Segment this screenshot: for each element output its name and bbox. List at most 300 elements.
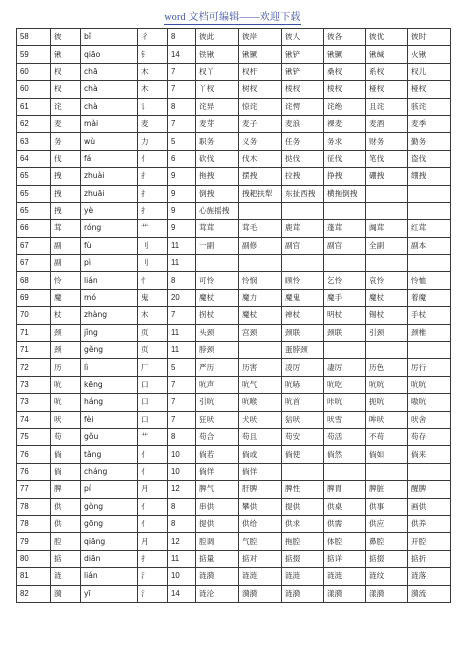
cell-word-1: 串供 [196, 498, 239, 515]
cell-stroke-count: 8 [168, 272, 196, 289]
cell-row-number: 74 [17, 411, 51, 428]
cell-radical: 钅 [138, 46, 168, 63]
cell-word-5 [366, 463, 408, 480]
cell-row-number: 62 [17, 115, 51, 132]
cell-character: 杈 [51, 63, 81, 80]
cell-character: 彼 [51, 29, 81, 46]
cell-word-3: 副官 [282, 237, 324, 254]
cell-word-6: 颈椎 [408, 324, 451, 341]
cell-word-3: 顾怜 [282, 272, 324, 289]
cell-word-5: 历色 [366, 359, 408, 376]
cell-word-3: 掂掇 [282, 550, 324, 567]
cell-word-6: 倘来 [408, 446, 451, 463]
cell-word-5: 扼吭 [366, 394, 408, 411]
cell-radical: 刂 [138, 237, 168, 254]
cell-radical: 彳 [138, 29, 168, 46]
cell-radical: 忄 [138, 272, 168, 289]
table-row [17, 376, 451, 393]
cell-pinyin: chà [81, 98, 138, 115]
table-row [17, 568, 451, 585]
cell-pinyin: gěng [81, 342, 138, 359]
cell-word-4: 挣拽 [324, 168, 366, 185]
cell-word-3: 拉拽 [282, 168, 324, 185]
cell-word-5: 桠杈 [366, 81, 408, 98]
cell-row-number: 60 [17, 81, 51, 98]
table-row [17, 220, 451, 237]
cell-stroke-count: 7 [168, 394, 196, 411]
cell-pinyin: háng [81, 394, 138, 411]
cell-character: 吭 [51, 394, 81, 411]
cell-pinyin: lián [81, 568, 138, 585]
cell-word-1: 倘佯 [196, 463, 239, 480]
cell-word-3: 凌厉 [282, 359, 324, 376]
cell-word-2: 供给 [239, 515, 282, 532]
cell-character: 拽 [51, 202, 81, 219]
table-row [17, 81, 451, 98]
table-row [17, 98, 451, 115]
cell-character: 拽 [51, 185, 81, 202]
cell-word-5: 引颈 [366, 324, 408, 341]
cell-word-4: 棱杈 [324, 81, 366, 98]
cell-pinyin: lián [81, 272, 138, 289]
table-body [17, 29, 451, 603]
cell-word-1: 涟漪 [196, 568, 239, 585]
cell-word-3: 锹铲 [282, 46, 324, 63]
cell-radical: 厂 [138, 359, 168, 376]
table-row [17, 150, 451, 167]
cell-word-3: 鹿茸 [282, 220, 324, 237]
cell-word-3 [282, 202, 324, 219]
cell-row-number: 67 [17, 237, 51, 254]
cell-stroke-count: 12 [168, 481, 196, 498]
table-row [17, 133, 451, 150]
cell-word-6: 绷拽 [408, 168, 451, 185]
table-row [17, 202, 451, 219]
cell-stroke-count: 5 [168, 359, 196, 376]
cell-word-1: 吭声 [196, 376, 239, 393]
cell-word-4: 涟涟 [324, 568, 366, 585]
cell-character: 杈 [51, 81, 81, 98]
cell-word-1: 彼此 [196, 29, 239, 46]
cell-word-1: 魔杖 [196, 289, 239, 306]
cell-character: 腔 [51, 533, 81, 550]
cell-word-1: 一副 [196, 237, 239, 254]
cell-character: 吠 [51, 411, 81, 428]
cell-character: 脾 [51, 481, 81, 498]
cell-word-6: 麦季 [408, 115, 451, 132]
cell-word-3: 禅杖 [282, 307, 324, 324]
cell-stroke-count: 8 [168, 515, 196, 532]
cell-pinyin: diān [81, 550, 138, 567]
cell-word-2: 杈杆 [239, 63, 282, 80]
cell-character: 副 [51, 237, 81, 254]
cell-word-2: 惊诧 [239, 98, 282, 115]
cell-word-2: 副修 [239, 237, 282, 254]
cell-character: 伐 [51, 150, 81, 167]
cell-word-4 [324, 255, 366, 272]
cell-word-4: 咔吭 [324, 394, 366, 411]
cell-word-3: 狺吠 [282, 411, 324, 428]
cell-word-4: 务求 [324, 133, 366, 150]
cell-word-2: 涟涟 [239, 568, 282, 585]
cell-word-1: 拐杖 [196, 307, 239, 324]
cell-stroke-count: 7 [168, 376, 196, 393]
cell-radical: 月 [138, 481, 168, 498]
cell-row-number: 77 [17, 481, 51, 498]
cell-word-4: 脾胃 [324, 481, 366, 498]
cell-word-6: 吠舍 [408, 411, 451, 428]
cell-character: 倘 [51, 463, 81, 480]
cell-row-number: 66 [17, 220, 51, 237]
cell-row-number: 59 [17, 46, 51, 63]
table-row [17, 463, 451, 480]
cell-word-4: 倘然 [324, 446, 366, 463]
cell-word-6: 杈儿 [408, 63, 451, 80]
cell-word-6: 骇诧 [408, 98, 451, 115]
cell-stroke-count: 8 [168, 29, 196, 46]
cell-stroke-count: 10 [168, 463, 196, 480]
cell-row-number: 68 [17, 272, 51, 289]
cell-row-number: 80 [17, 550, 51, 567]
cell-character: 茸 [51, 220, 81, 237]
cell-pinyin: zhuāi [81, 185, 138, 202]
cell-word-5: 笔伐 [366, 150, 408, 167]
cell-word-5 [366, 185, 408, 202]
cell-word-2 [239, 255, 282, 272]
cell-word-3 [282, 463, 324, 480]
cell-word-3: 吭哧 [282, 376, 324, 393]
cell-word-2 [239, 342, 282, 359]
cell-row-number: 75 [17, 428, 51, 445]
cell-character: 魔 [51, 289, 81, 306]
cell-word-3: 脾性 [282, 481, 324, 498]
cell-word-1: 诧异 [196, 98, 239, 115]
cell-row-number: 65 [17, 202, 51, 219]
cell-word-5: 供应 [366, 515, 408, 532]
cell-word-3: 东扯西拽 [282, 185, 324, 202]
cell-radical: 力 [138, 133, 168, 150]
cell-stroke-count: 10 [168, 568, 196, 585]
cell-stroke-count: 9 [168, 202, 196, 219]
cell-word-4: 明杖 [324, 307, 366, 324]
table-row [17, 342, 451, 359]
cell-stroke-count: 12 [168, 533, 196, 550]
cell-word-4: 掂详 [324, 550, 366, 567]
table-row [17, 411, 451, 428]
cell-character: 颈 [51, 324, 81, 341]
cell-character: 吭 [51, 376, 81, 393]
cell-row-number: 65 [17, 185, 51, 202]
cell-word-4: 横拖倒拽 [324, 185, 366, 202]
cell-word-6: 开腔 [408, 533, 451, 550]
cell-word-4: 吭吃 [324, 376, 366, 393]
cell-pinyin: jǐng [81, 324, 138, 341]
cell-word-4 [324, 202, 366, 219]
cell-word-6 [408, 185, 451, 202]
cell-word-2: 拽耙扶犁 [239, 185, 282, 202]
cell-word-1: 心旌摇拽 [196, 202, 239, 219]
cell-word-1: 铁锹 [196, 46, 239, 63]
cell-pinyin: gǒu [81, 428, 138, 445]
cell-word-2: 怜悯 [239, 272, 282, 289]
cell-pinyin: yè [81, 202, 138, 219]
cell-radical: 木 [138, 63, 168, 80]
cell-character: 苟 [51, 428, 81, 445]
cell-radical: 亻 [138, 446, 168, 463]
cell-stroke-count: 11 [168, 255, 196, 272]
table-row [17, 515, 451, 532]
cell-stroke-count: 6 [168, 150, 196, 167]
cell-word-4: 漾漪 [324, 585, 366, 602]
cell-word-5: 彼优 [366, 29, 408, 46]
cell-word-1: 茸茸 [196, 220, 239, 237]
cell-word-2: 苟且 [239, 428, 282, 445]
cell-pinyin: kēng [81, 376, 138, 393]
cell-row-number: 71 [17, 342, 51, 359]
cell-radical: 扌 [138, 185, 168, 202]
cell-word-2: 倘佯 [239, 463, 282, 480]
cell-word-4: 吠雪 [324, 411, 366, 428]
cell-word-6: 桠杈 [408, 81, 451, 98]
cell-pinyin: mài [81, 115, 138, 132]
cell-word-3: 麦浪 [282, 115, 324, 132]
cell-word-5: 系杈 [366, 63, 408, 80]
table-row [17, 550, 451, 567]
cell-word-1: 脾气 [196, 481, 239, 498]
cell-word-4: 魔手 [324, 289, 366, 306]
cell-word-5: 鼻腔 [366, 533, 408, 550]
cell-character: 供 [51, 498, 81, 515]
cell-pinyin: chā [81, 63, 138, 80]
cell-word-5: 掂掇 [366, 550, 408, 567]
cell-word-3: 挞伐 [282, 150, 324, 167]
cell-word-2: 吭气 [239, 376, 282, 393]
cell-word-5: 倘如 [366, 446, 408, 463]
cell-word-4: 供需 [324, 515, 366, 532]
cell-word-5: 阘茸 [366, 220, 408, 237]
cell-word-1: 头颈 [196, 324, 239, 341]
cell-word-6: 红茸 [408, 220, 451, 237]
cell-row-number: 70 [17, 307, 51, 324]
cell-word-5: 锡杖 [366, 307, 408, 324]
cell-stroke-count: 8 [168, 498, 196, 515]
cell-word-3: 苟安 [282, 428, 324, 445]
cell-pinyin: zhuài [81, 168, 138, 185]
table-row [17, 394, 451, 411]
cell-word-5: 且诧 [366, 98, 408, 115]
cell-radical: 氵 [138, 568, 168, 585]
table-row [17, 307, 451, 324]
cell-pinyin: chà [81, 81, 138, 98]
cell-word-5 [366, 255, 408, 272]
cell-row-number: 78 [17, 498, 51, 515]
cell-pinyin: mó [81, 289, 138, 306]
cell-stroke-count: 20 [168, 289, 196, 306]
cell-stroke-count: 8 [168, 98, 196, 115]
table-row [17, 533, 451, 550]
banner-text: word 文档可编辑——欢迎下载 [164, 12, 301, 23]
cell-word-6: 彼时 [408, 29, 451, 46]
cell-pinyin: zhàng [81, 307, 138, 324]
cell-word-4: 征伐 [324, 150, 366, 167]
cell-word-3: 魔鬼 [282, 289, 324, 306]
cell-pinyin: gōng [81, 515, 138, 532]
cell-word-4: 副官 [324, 237, 366, 254]
cell-word-5: 锹缄 [366, 46, 408, 63]
cell-word-2: 麦子 [239, 115, 282, 132]
cell-word-4: 凄厉 [324, 359, 366, 376]
cell-character: 漪 [51, 585, 81, 602]
cell-radical: 艹 [138, 220, 168, 237]
cell-character: 拽 [51, 168, 81, 185]
cell-row-number: 65 [17, 168, 51, 185]
cell-row-number: 69 [17, 289, 51, 306]
cell-stroke-count: 7 [168, 63, 196, 80]
cell-word-5: 哞吠 [366, 411, 408, 428]
cell-stroke-count: 7 [168, 411, 196, 428]
cell-radical: 口 [138, 376, 168, 393]
cell-radical: 扌 [138, 202, 168, 219]
cell-word-6: 画供 [408, 498, 451, 515]
cell-pinyin: yī [81, 585, 138, 602]
cell-pinyin: fèi [81, 411, 138, 428]
cell-radical: 氵 [138, 585, 168, 602]
cell-radical: 口 [138, 411, 168, 428]
cell-word-5: 不苟 [366, 428, 408, 445]
cell-pinyin: cháng [81, 463, 138, 480]
table-row [17, 46, 451, 63]
cell-word-5: 全副 [366, 237, 408, 254]
cell-word-4: 颈联 [324, 324, 366, 341]
cell-radical: 木 [138, 81, 168, 98]
cell-pinyin: pì [81, 255, 138, 272]
cell-word-4: 体腔 [324, 533, 366, 550]
cell-word-2: 锹镢 [239, 46, 282, 63]
cell-word-2 [239, 202, 282, 219]
cell-row-number: 76 [17, 446, 51, 463]
cell-radical: 木 [138, 307, 168, 324]
cell-word-2: 吭喉 [239, 394, 282, 411]
table-row [17, 29, 451, 46]
cell-word-6 [408, 463, 451, 480]
cell-character: 历 [51, 359, 81, 376]
cell-word-1: 引吭 [196, 394, 239, 411]
cell-stroke-count: 10 [168, 446, 196, 463]
cell-word-6: 漪流 [408, 585, 451, 602]
cell-word-6: 火锹 [408, 46, 451, 63]
cell-row-number: 81 [17, 568, 51, 585]
cell-row-number: 76 [17, 463, 51, 480]
cell-stroke-count: 11 [168, 237, 196, 254]
cell-stroke-count: 9 [168, 220, 196, 237]
cell-pinyin: róng [81, 220, 138, 237]
cell-word-3: 锹铲 [282, 63, 324, 80]
cell-word-1: 杈丫 [196, 63, 239, 80]
cell-stroke-count: 11 [168, 324, 196, 341]
cell-row-number: 63 [17, 133, 51, 150]
cell-pinyin: bǐ [81, 29, 138, 46]
cell-stroke-count: 11 [168, 342, 196, 359]
cell-word-2: 历害 [239, 359, 282, 376]
cell-radical: 页 [138, 324, 168, 341]
cell-word-1: 可怜 [196, 272, 239, 289]
cell-stroke-count: 7 [168, 307, 196, 324]
cell-radical: 艹 [138, 428, 168, 445]
cell-word-5: 漾漪 [366, 585, 408, 602]
cell-stroke-count: 7 [168, 81, 196, 98]
cell-word-1 [196, 255, 239, 272]
cell-pinyin: qiāo [81, 46, 138, 63]
cell-word-4: 供桌 [324, 498, 366, 515]
table-row [17, 585, 451, 602]
cell-row-number: 58 [17, 29, 51, 46]
cell-word-1: 狂吠 [196, 411, 239, 428]
cell-row-number: 64 [17, 150, 51, 167]
cell-word-5: 魔杖 [366, 289, 408, 306]
cell-word-6: 着魔 [408, 289, 451, 306]
cell-pinyin: gòng [81, 498, 138, 515]
cell-word-3: 涟涟 [282, 568, 324, 585]
table-row [17, 359, 451, 376]
cell-word-5: 涟纹 [366, 568, 408, 585]
cell-radical: 口 [138, 394, 168, 411]
cell-word-6 [408, 342, 451, 359]
cell-word-3: 颈联 [282, 324, 324, 341]
cell-stroke-count: 5 [168, 133, 196, 150]
cell-radical: 扌 [138, 168, 168, 185]
cell-character: 怜 [51, 272, 81, 289]
cell-character: 掂 [51, 550, 81, 567]
cell-word-6 [408, 255, 451, 272]
cell-character: 倘 [51, 446, 81, 463]
cell-word-2: 气腔 [239, 533, 282, 550]
table-row [17, 289, 451, 306]
cell-radical: 亻 [138, 498, 168, 515]
cell-word-6: 副本 [408, 237, 451, 254]
cell-word-2: 肝脾 [239, 481, 282, 498]
character-table [16, 28, 451, 603]
cell-pinyin: pí [81, 481, 138, 498]
cell-word-2: 茸毛 [239, 220, 282, 237]
cell-word-5: 吭吭 [366, 376, 408, 393]
table-row [17, 237, 451, 254]
cell-word-6: 苟存 [408, 428, 451, 445]
cell-word-1: 拖拽 [196, 168, 239, 185]
cell-word-1: 提供 [196, 515, 239, 532]
cell-word-6: 勤务 [408, 133, 451, 150]
table-row [17, 446, 451, 463]
cell-word-5: 哀怜 [366, 272, 408, 289]
cell-word-3: 涟漪 [282, 585, 324, 602]
cell-word-6: 厉行 [408, 359, 451, 376]
cell-character: 颈 [51, 342, 81, 359]
cell-row-number: 61 [17, 98, 51, 115]
cell-word-1: 倒拽 [196, 185, 239, 202]
cell-word-2: 树杈 [239, 81, 282, 98]
cell-character: 诧 [51, 98, 81, 115]
table-row [17, 498, 451, 515]
cell-word-2: 彼岸 [239, 29, 282, 46]
cell-word-5 [366, 342, 408, 359]
cell-character: 麦 [51, 115, 81, 132]
cell-word-3: 彼人 [282, 29, 324, 46]
cell-pinyin: wù [81, 133, 138, 150]
cell-stroke-count: 14 [168, 585, 196, 602]
cell-word-3: 诧愕 [282, 98, 324, 115]
cell-word-1: 掂量 [196, 550, 239, 567]
cell-word-2: 摆拽 [239, 168, 282, 185]
cell-stroke-count: 7 [168, 115, 196, 132]
